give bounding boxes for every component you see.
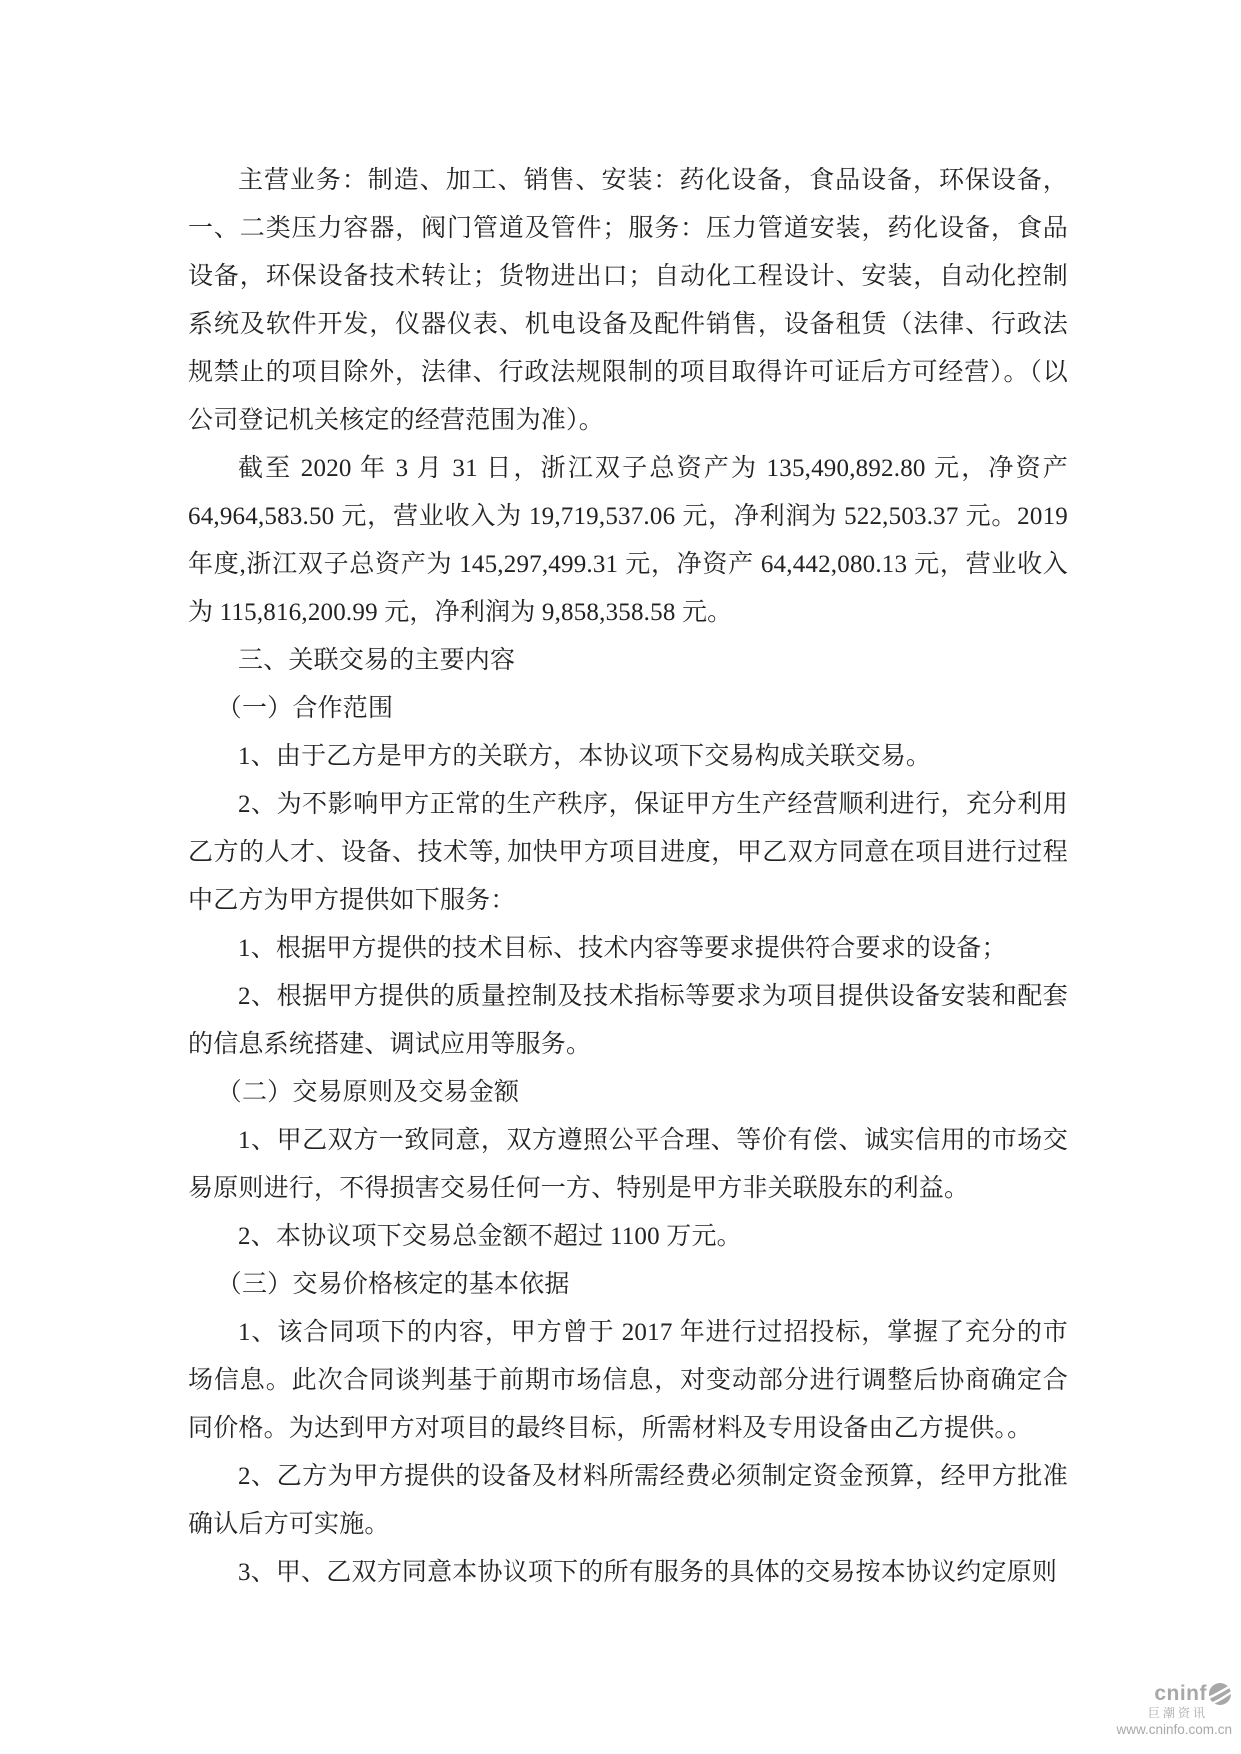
cninfo-watermark [1110,1682,1232,1737]
cninfo-logo-text: cninf [1154,1682,1207,1705]
paragraph: 1、根据甲方提供的技术目标、技术内容等要求提供符合要求的设备； [238,935,1007,962]
paragraph: 1、甲乙双方一致同意，双方遵照公平合理、等价有偿、诚实信用的市场交易原则进行，不得损害交易任何一方、特别是甲方非关联股东的利益。 [188,1127,1068,1202]
cninfo-logo [1110,1682,1232,1706]
watermark-site-name: 巨潮资讯 [1147,1706,1208,1720]
paragraph: （三）交易价格核定的基本依据 [216,1271,570,1298]
paragraph: 3、甲、乙双方同意本协议项下的所有服务的具体的交易按本协议约定原则 [238,1559,1058,1586]
paragraph: 截至 2020 年 3 月 31 日，浙江双子总资产为 135,490,892.80 元，净资产 64,964,583.50 元，营业收入为 19,719,537.06 元，净利润为 522,503.37 元。2019 年度,浙江双子总资产为 145,297,499.31 元，净资产 64,442,080.13 元，营业收入为 115,816,200.99 元，净利润为 9,858,358.58 元。 [188,455,1068,626]
paragraph: （一）合作范围 [216,695,394,722]
globe-icon [1208,1682,1232,1706]
paragraph: 1、该合同项下的内容，甲方曾于 2017 年进行过招投标，掌握了充分的市场信息。此次合同谈判基于前期市场信息，对变动部分进行调整后协商确定合同价格。为达到甲方对项目的最终目标，所需材料及专用设备由乙方提供。。 [188,1319,1068,1442]
paragraph: 2、根据甲方提供的质量控制及技术指标等要求为项目提供设备安装和配套的信息系统搭建、调试应用等服务。 [188,983,1068,1058]
watermark-site-url: www.cninfo.com.cn [1116,1722,1232,1737]
paragraph: 主营业务：制造、加工、销售、安装：药化设备，食品设备，环保设备，一、二类压力容器，阀门管道及管件；服务：压力管道安装，药化设备，食品设备，环保设备技术转让；货物进出口；自动化工程设计、安装，自动化控制系统及软件开发，仪器仪表、机电设备及配件销售，设备租赁（法律、行政法规禁止的项目除外，法律、行政法规限制的项目取得许可证后方可经营）。（以公司登记机关核定的经营范围为准）。 [188,167,1068,434]
paragraph: 2、乙方为甲方提供的设备及材料所需经费必须制定资金预算，经甲方批准确认后方可实施。 [188,1463,1068,1538]
paragraph: 2、本协议项下交易总金额不超过 1100 万元。 [238,1223,742,1250]
paragraph: 三、关联交易的主要内容 [238,647,516,674]
paragraph: 2、为不影响甲方正常的生产秩序，保证甲方生产经营顺利进行，充分利用乙方的人才、设备、技术等, 加快甲方项目进度，甲乙双方同意在项目进行过程中乙方为甲方提供如下服务： [188,791,1068,914]
paragraph: 1、由于乙方是甲方的关联方，本协议项下交易构成关联交易。 [238,743,932,770]
paragraph: （二）交易原则及交易金额 [216,1079,520,1106]
document-body [188,157,1068,1597]
